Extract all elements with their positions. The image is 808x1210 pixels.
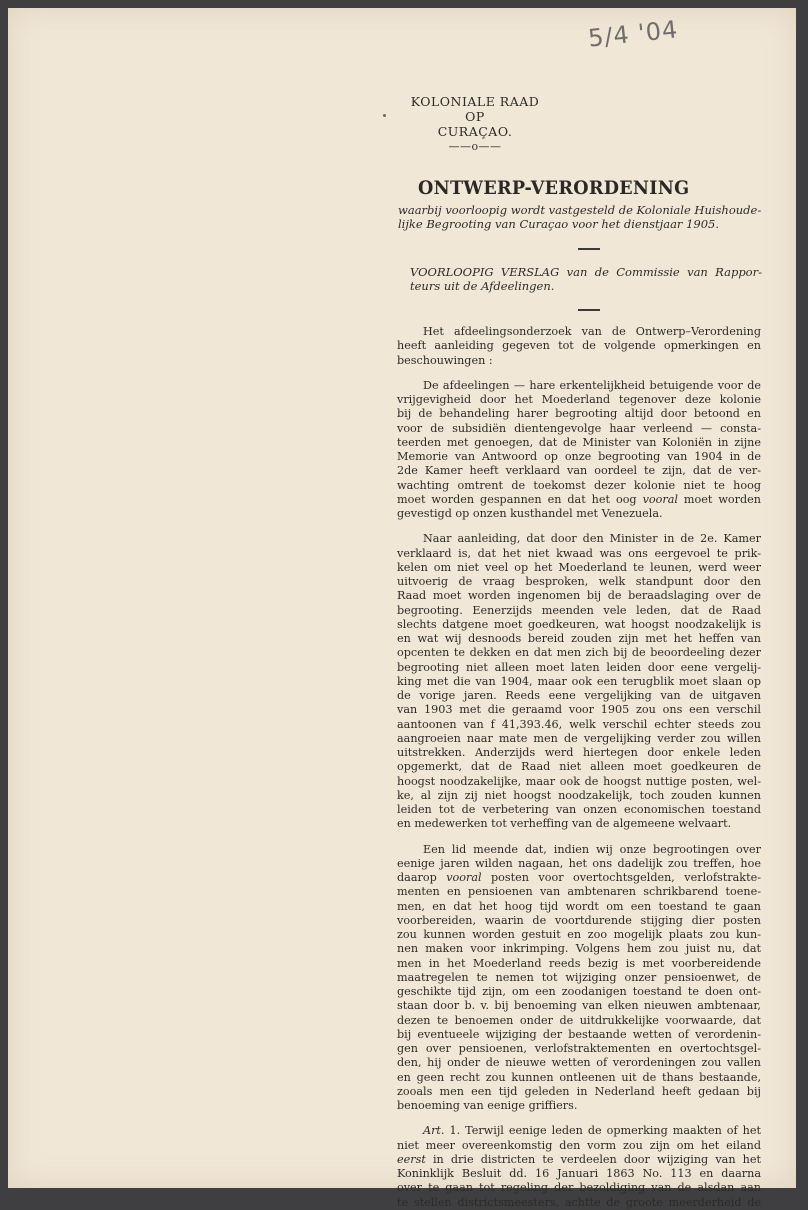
text-line: opcenten te dekken en dat men zich bij de beoordeeling dezer <box>397 646 761 660</box>
text-line: Het afdeelingsonderzoek van de Ontwerp–Verordening <box>423 325 761 338</box>
text-line: de vorige jaren. Reeds eene vergelijking van de uitgaven <box>397 689 761 702</box>
report-heading <box>410 265 762 293</box>
text-line: uitstrekken. Anderzijds werd hiertegen door enkele leden <box>397 746 761 759</box>
text-line: ke, al zijn zij niet hoogst noodzakelijk, toch zouden kunnen <box>397 788 761 802</box>
text-line: beschouwingen : <box>397 353 493 367</box>
text-line: begrooting. Eenerzijds meenden vele leden, dat de Raad <box>397 603 761 617</box>
paragraph <box>397 379 761 522</box>
text-line: Koninklijk Besluit dd. 16 Januari 1863 No. 113 en daarna <box>397 1167 761 1180</box>
text-line: vrijgevigheid door het Moederland tegenover deze kolonie <box>397 393 761 406</box>
handwritten-date: 5/4 '04 <box>586 15 680 53</box>
text-line: Raad moet worden ingenomen bij de beraadslaging over de <box>397 589 761 603</box>
text-line: hoogst noodzakelijke, maar ook de hoogst nuttige posten, wel- <box>397 774 761 788</box>
text-line: en medewerken tot verheffing van de algemeene welvaart. <box>397 817 732 831</box>
section-divider <box>578 309 600 311</box>
text-line: Art. 1. Terwijl eenige leden de opmerking maakten of het <box>423 1124 761 1138</box>
paragraph <box>397 532 761 831</box>
text-line: Naar aanleiding, dat door den Minister in de 2e. Kamer <box>423 532 761 546</box>
text-line: over te gaan tot regeling der bezoldiging van de alsdan aan <box>397 1181 761 1195</box>
text-line: en wat wij desnoods bereid zouden zijn met het heffen van <box>397 632 761 645</box>
text-line: niet meer overeenkomstig den vorm zou zijn om het eiland <box>397 1138 761 1152</box>
text-line: begrooting niet alleen moet laten leiden door eene vergelij- <box>397 660 761 674</box>
text-line: nen maken voor inkrimping. Volgens hem zou juist nu, dat <box>397 942 761 956</box>
header-line-2: OP <box>465 109 485 124</box>
text-line: aantoonen van f 41,393.46, welk verschil echter steeds zou <box>397 717 761 731</box>
header-line-1: KOLONIALE RAAD <box>410 94 540 109</box>
subtitle-line: lijke Begrooting van Curaçao voor het dienstjaar 1905. <box>398 217 720 231</box>
text-line: eerst in drie districten te verdeelen door wijziging van het <box>397 1152 761 1166</box>
text-line: aangroeien naar mate men de vergelijking verder zou willen <box>397 731 761 745</box>
paragraph <box>397 843 761 1114</box>
text-line: dezen te benoemen onder de uitdrukkelijke voorwaarde, dat <box>397 1013 761 1027</box>
text-line: geschikte tijd zijn, om een zoodanigen toestand te doen ont- <box>397 985 761 998</box>
text-line: slechts datgene moet goedkeuren, wat hoogst noodzakelijk is <box>397 617 761 631</box>
ink-speck <box>383 114 386 117</box>
text-line: zou kunnen worden gestuit en zoo mogelijk plaats zou kun- <box>397 928 761 941</box>
text-line: men in het Moederland reeds bezig is met voorbereidende <box>397 956 761 970</box>
header-divider: ——o—— <box>448 140 502 153</box>
text-line: opgemerkt, dat de Raad niet alleen moet goedkeuren de <box>397 760 761 774</box>
section-divider <box>578 248 600 250</box>
text-line: bij de behandeling harer begrooting altijd door betoond en <box>397 407 761 421</box>
text-line: gen over pensioenen, verlofstraktementen en overtochtsgel- <box>397 1042 761 1055</box>
text-line: en geen recht zou kunnen ontleenen uit de thans bestaande, <box>397 1070 761 1084</box>
document-subtitle <box>398 203 762 231</box>
text-line: uitvoerig de vraag besproken, welk standpunt door den <box>397 575 761 588</box>
text-line: voorbereiden, waarin de voortdurende stijging dier posten <box>397 913 761 927</box>
paragraph <box>397 1124 761 1210</box>
text-line: van 1903 met die geraamd voor 1905 zou ons een verschil <box>397 703 761 717</box>
text-line: wachting omtrent de toekomst dezer kolonie niet te hoog <box>397 478 761 492</box>
text-line: Een lid meende dat, indien wij onze begrootingen over <box>423 842 761 856</box>
text-line: maatregelen te nemen tot wijziging onzer pensioenwet, de <box>397 970 761 984</box>
text-line: den, hij onder de nieuwe wetten of verordeningen zou vallen <box>397 1056 761 1070</box>
report-heading-line: teurs uit de Afdeelingen. <box>410 279 555 293</box>
text-line: zooals men een tijd geleden in Nederland heeft gedaan bij <box>397 1084 761 1098</box>
text-line: leiden tot de verbetering van onzen economischen toestand <box>397 803 761 816</box>
council-header <box>400 94 550 154</box>
text-line: voor de subsidiën dientengevolge haar verleend — consta- <box>397 421 761 435</box>
text-line: 2de Kamer heeft verklaard van oordeel te zijn, dat de ver- <box>397 464 761 478</box>
report-heading-line: VOORLOOPIG VERSLAG van de Commissie van Rappor- <box>410 265 762 279</box>
subtitle-line: waarbij voorloopig wordt vastgesteld de Koloniale Huishoude- <box>398 203 762 217</box>
text-line: moet worden gespannen en dat het oog vooral moet worden <box>397 492 761 506</box>
text-line: kelen om niet veel op het Moederland te leunen, werd weer <box>397 560 761 574</box>
text-line: eenige jaren wilden nagaan, het ons dadelijk zou treffen, hoe <box>397 856 761 870</box>
report-body <box>397 325 761 1210</box>
document-title: ONTWERP-VERORDENING <box>418 178 690 199</box>
text-line: De afdeelingen — hare erkentelijkheid betuigende voor de <box>423 378 761 392</box>
text-line: Memorie van Antwoord op onze begrooting van 1904 in de <box>397 450 761 463</box>
text-line: teerden met genoegen, dat de Minister van Koloniën in zijne <box>397 435 761 449</box>
text-line: staan door b. v. bij benoeming van elken nieuwen ambtenaar, <box>397 999 761 1013</box>
paragraph <box>397 325 761 368</box>
text-line: gevestigd op onzen kusthandel met Venezuela. <box>397 507 663 520</box>
text-line: men, en dat het hoog tijd wordt om een toestand te gaan <box>397 899 761 913</box>
text-line: king met die van 1904, maar ook een terugblik moet slaan op <box>397 674 761 688</box>
header-line-3: CURAÇAO. <box>437 124 513 139</box>
text-line: benoeming van eenige griffiers. <box>397 1099 578 1112</box>
text-line: daarop vooral posten voor overtochtsgelden, verlofstrakte- <box>397 871 761 884</box>
text-line: menten en pensioenen van ambtenaren schrikbarend toene- <box>397 885 761 899</box>
text-line: bij eventueele wijziging der bestaande wetten of verordenin- <box>397 1027 761 1041</box>
text-line: verklaard is, dat het niet kwaad was ons eergevoel te prik- <box>397 546 761 560</box>
text-line: heeft aanleiding gegeven tot de volgende opmerkingen en <box>397 339 761 353</box>
text-line: te stellen districtsmeesters, achtte de groote meerderheid de <box>397 1195 761 1209</box>
